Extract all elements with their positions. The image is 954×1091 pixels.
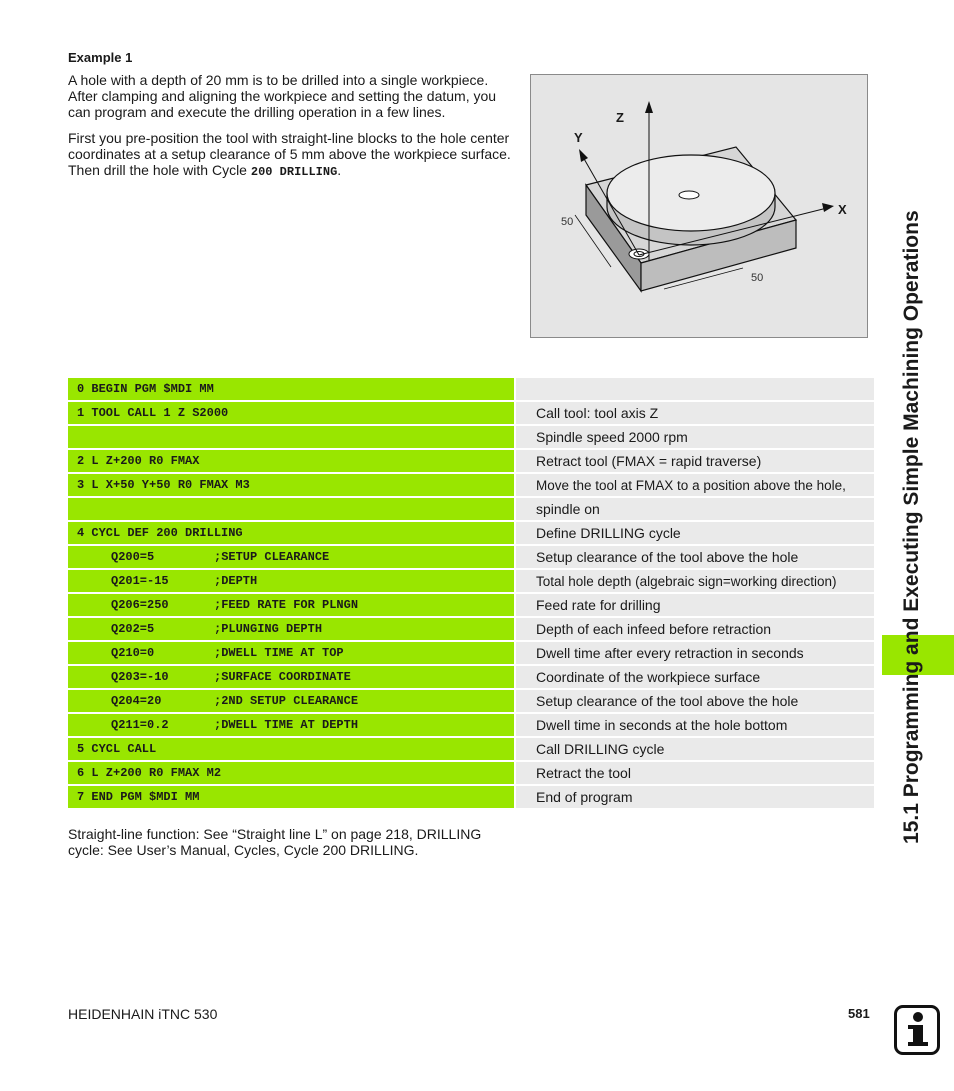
description-cell: Depth of each infeed before retraction	[516, 618, 874, 640]
nc-code-cell	[68, 570, 514, 592]
axis-z-label: Z	[616, 110, 624, 125]
table-row	[68, 522, 874, 544]
q-parameter: Q203=-10	[111, 670, 169, 684]
intro-2-text: First you pre-position the tool with straight-line blocks to the hole center coordinates at a setup clearance of 5 mm above the workpiece surface. Then drill the hole with Cycle	[68, 130, 511, 178]
q-parameter-comment: ;PLUNGING DEPTH	[214, 622, 323, 636]
nc-code-cell: 7 END PGM $MDI MM	[68, 786, 514, 808]
q-parameter: Q200=5	[111, 550, 155, 564]
q-parameter: Q206=250	[111, 598, 169, 612]
nc-code-cell	[68, 618, 514, 640]
q-parameter-comment: ;SETUP CLEARANCE	[214, 550, 330, 564]
table-row	[68, 666, 874, 688]
table-row	[68, 546, 874, 568]
description-cell: Dwell time in seconds at the hole bottom	[516, 714, 874, 736]
table-row	[68, 594, 874, 616]
table-row	[68, 786, 874, 808]
table-row	[68, 690, 874, 712]
table-row	[68, 618, 874, 640]
table-row	[68, 426, 874, 448]
description-cell: Call DRILLING cycle	[516, 738, 874, 760]
nc-program-table	[68, 378, 874, 810]
table-row	[68, 762, 874, 784]
table-row	[68, 570, 874, 592]
q-parameter: Q202=5	[111, 622, 155, 636]
description-cell: Call tool: tool axis Z	[516, 402, 874, 424]
q-parameter: Q201=-15	[111, 574, 169, 588]
nc-code-cell	[68, 546, 514, 568]
axis-y-label: Y	[574, 130, 583, 145]
nc-code-cell	[68, 690, 514, 712]
description-cell: Retract tool (FMAX = rapid traverse)	[516, 450, 874, 472]
table-row	[68, 474, 874, 496]
nc-code-cell: 2 L Z+200 R0 FMAX	[68, 450, 514, 472]
description-cell	[516, 378, 874, 400]
nc-code-cell	[68, 714, 514, 736]
q-parameter-comment: ;DWELL TIME AT DEPTH	[214, 718, 359, 732]
nc-code-cell: 0 BEGIN PGM $MDI MM	[68, 378, 514, 400]
table-row	[68, 402, 874, 424]
table-row	[68, 714, 874, 736]
description-cell: Setup clearance of the tool above the hole	[516, 546, 874, 568]
table-row	[68, 378, 874, 400]
description-cell: Total hole depth (algebraic sign=working direction)	[516, 570, 874, 592]
dim-left-label: 50	[561, 216, 574, 228]
nc-code-cell: 5 CYCL CALL	[68, 738, 514, 760]
description-cell: Retract the tool	[516, 762, 874, 784]
page-number: 581	[848, 1006, 870, 1021]
description-cell: Feed rate for drilling	[516, 594, 874, 616]
intro-paragraph-2	[68, 130, 516, 180]
table-row	[68, 450, 874, 472]
info-icon	[894, 1005, 940, 1055]
nc-code-cell	[68, 666, 514, 688]
cross-reference-text: Straight-line function: See “Straight line L” on page 218, DRILLING cycle: See User’s Manual, Cycles, Cycle 200 DRILLING.	[68, 826, 482, 858]
description-cell: End of program	[516, 786, 874, 808]
q-parameter-comment: ;SURFACE COORDINATE	[214, 670, 351, 684]
table-row	[68, 498, 874, 520]
nc-code-cell	[68, 642, 514, 664]
q-parameter: Q211=0.2	[111, 718, 169, 732]
description-cell: Move the tool at FMAX to a position above the hole,	[516, 474, 874, 496]
footer-product: HEIDENHAIN iTNC 530	[68, 1006, 218, 1022]
description-cell: Spindle speed 2000 rpm	[516, 426, 874, 448]
chapter-side-title: 15.1 Programming and Executing Simple Machining Operations	[900, 210, 923, 844]
nc-code-cell: 4 CYCL DEF 200 DRILLING	[68, 522, 514, 544]
nc-code-cell: 1 TOOL CALL 1 Z S2000	[68, 402, 514, 424]
drilling-figure	[530, 74, 868, 338]
table-row	[68, 738, 874, 760]
workpiece-illustration	[531, 75, 869, 339]
dim-bottom-label: 50	[751, 272, 764, 284]
intro-2-end: .	[337, 162, 342, 178]
intro-2-code: 200 DRILLING	[250, 165, 338, 179]
description-cell: Dwell time after every retraction in seconds	[516, 642, 874, 664]
description-cell: spindle on	[516, 498, 874, 520]
example-heading: Example 1	[68, 50, 133, 65]
table-row	[68, 642, 874, 664]
q-parameter-comment: ;DWELL TIME AT TOP	[214, 646, 344, 660]
q-parameter: Q210=0	[111, 646, 155, 660]
description-cell: Setup clearance of the tool above the hole	[516, 690, 874, 712]
nc-code-cell	[68, 498, 514, 520]
nc-code-cell	[68, 426, 514, 448]
nc-code-cell	[68, 594, 514, 616]
q-parameter-comment: ;DEPTH	[214, 574, 258, 588]
description-cell: Coordinate of the workpiece surface	[516, 666, 874, 688]
nc-code-cell: 3 L X+50 Y+50 R0 FMAX M3	[68, 474, 514, 496]
axis-x-label: X	[838, 202, 847, 217]
nc-code-cell: 6 L Z+200 R0 FMAX M2	[68, 762, 514, 784]
intro-paragraph-1: A hole with a depth of 20 mm is to be drilled into a single workpiece. After clamping and aligning the workpiece and setting the datum, you can program and execute the drilling operation in a few lines.	[68, 72, 497, 120]
q-parameter-comment: ;2ND SETUP CLEARANCE	[214, 694, 359, 708]
q-parameter: Q204=20	[111, 694, 162, 708]
q-parameter-comment: ;FEED RATE FOR PLNGN	[214, 598, 359, 612]
description-cell: Define DRILLING cycle	[516, 522, 874, 544]
